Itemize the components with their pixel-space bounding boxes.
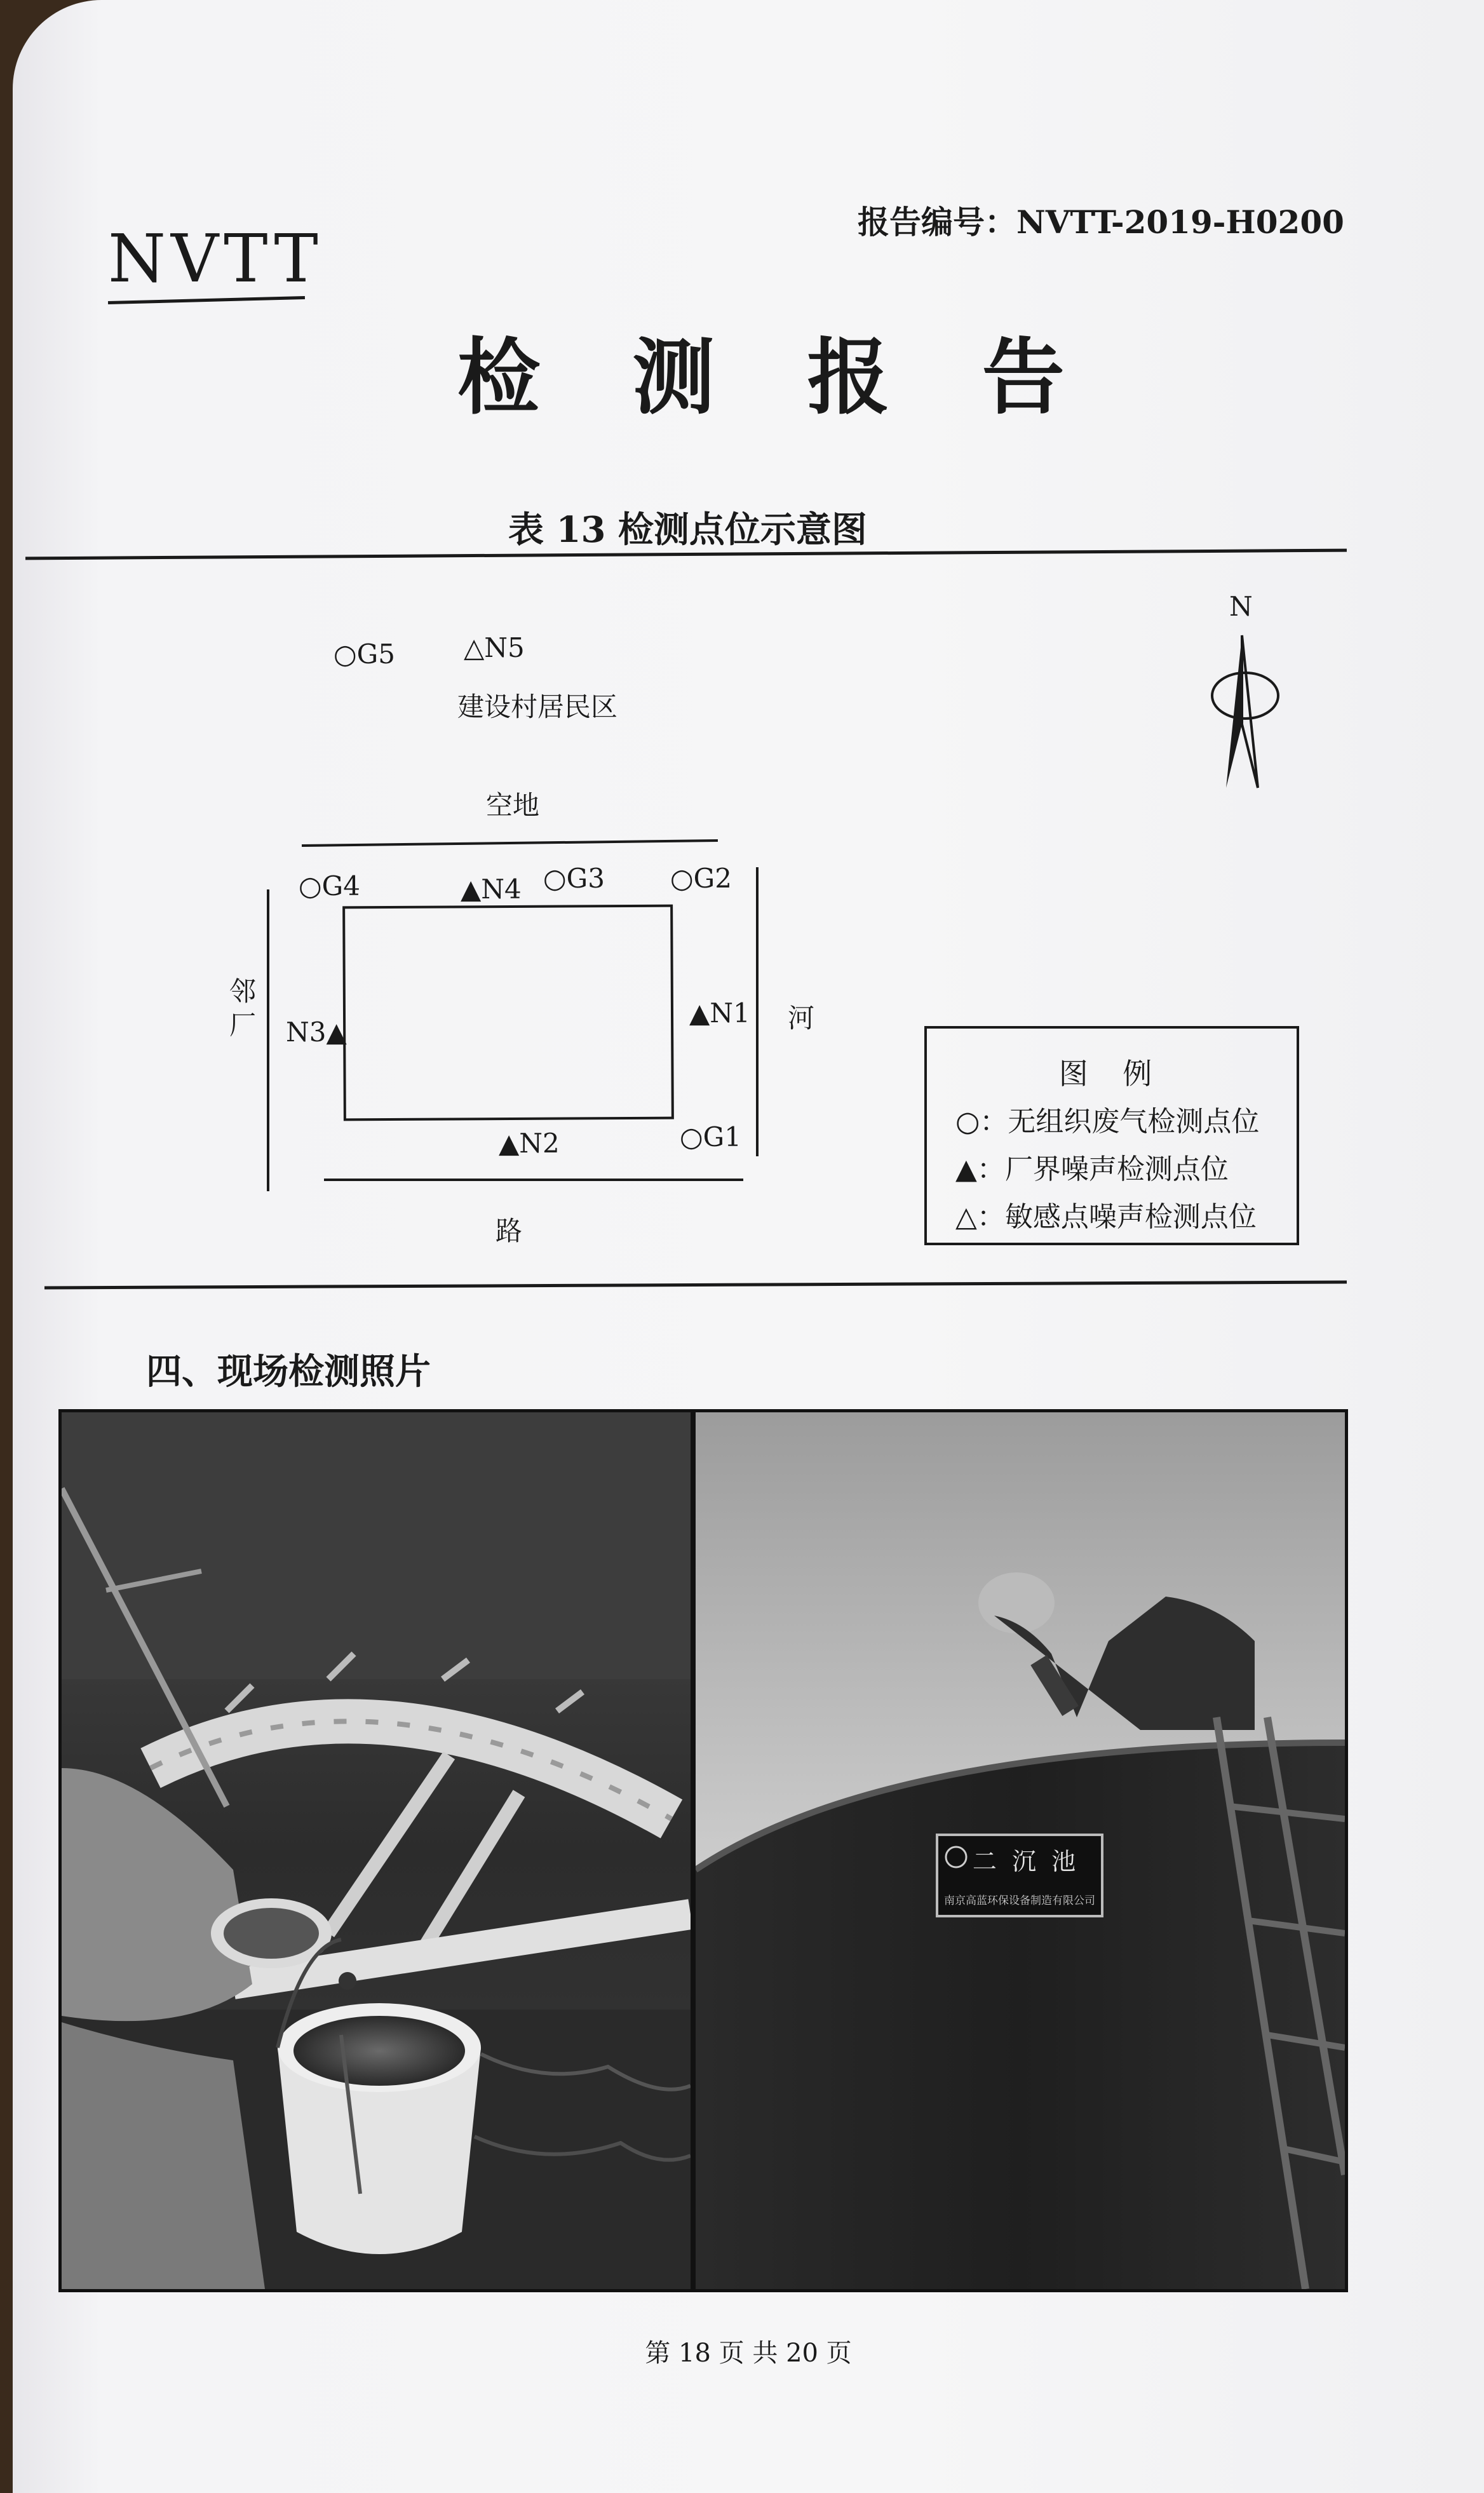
legend-item-waste-gas: ○：无组织废气检测点位 bbox=[955, 1105, 1260, 1138]
legend-title: 图 例 bbox=[1058, 1057, 1165, 1091]
village-label: 建设村居民区 bbox=[457, 691, 618, 722]
nvtt-logo: NVTT bbox=[108, 220, 323, 297]
east-boundary-line bbox=[756, 867, 759, 1156]
west-boundary-line bbox=[267, 889, 269, 1191]
left-area-label: 邻厂 bbox=[229, 976, 256, 1041]
document-page bbox=[13, 0, 1484, 2493]
photo-frame bbox=[58, 1409, 1348, 2292]
map-legend bbox=[924, 1026, 1299, 1245]
bottom-rule bbox=[44, 1281, 1347, 1290]
point-n2: ▲N2 bbox=[499, 1128, 560, 1159]
section-heading: 四、现场检测照片 bbox=[146, 1351, 431, 1393]
photo-divider bbox=[691, 1412, 696, 2289]
clarifier-sign-title: 二 沉 池 bbox=[972, 1848, 1080, 1875]
point-g1: ○G1 bbox=[680, 1121, 741, 1152]
point-n1: ▲N1 bbox=[689, 997, 750, 1029]
point-n4: ▲N4 bbox=[461, 874, 522, 905]
point-g5: ○G5 bbox=[334, 638, 395, 670]
point-g2: ○G2 bbox=[670, 863, 732, 894]
page-footer: 第 18 页 共 20 页 bbox=[645, 2339, 852, 2368]
report-title: 检 测 报 告 bbox=[457, 328, 1096, 426]
top-area-label: 空地 bbox=[486, 790, 540, 821]
legend-item-sensitive-noise: △：敏感点噪声检测点位 bbox=[955, 1201, 1257, 1233]
table-title: 表 13 检测点位示意图 bbox=[508, 509, 867, 551]
point-g4: ○G4 bbox=[299, 870, 360, 902]
south-boundary-line bbox=[324, 1179, 743, 1181]
sampling-photo-left bbox=[62, 1412, 691, 2289]
north-label: N bbox=[1229, 591, 1253, 622]
clarifier-sign-maker: 南京高蓝环保设备制造有限公司 bbox=[944, 1895, 1095, 1907]
clarifier-scene-image bbox=[696, 1412, 1345, 2289]
north-arrow-icon bbox=[1194, 629, 1290, 794]
plant-area-box bbox=[342, 905, 674, 1121]
legend-item-boundary-noise: ▲：厂界噪声检测点位 bbox=[955, 1153, 1229, 1186]
right-area-label: 河 bbox=[788, 1003, 815, 1034]
point-n5: △N5 bbox=[464, 632, 525, 663]
point-n3: N3▲ bbox=[286, 1017, 347, 1048]
point-g3: ○G3 bbox=[543, 863, 605, 894]
sampling-scene-image bbox=[62, 1412, 691, 2289]
bottom-area-label: 路 bbox=[496, 1215, 523, 1246]
clarifier-photo-right bbox=[696, 1412, 1345, 2289]
north-boundary-line bbox=[302, 839, 718, 847]
report-number: 报告编号：NVTT-2019-H0200 bbox=[858, 203, 1344, 241]
